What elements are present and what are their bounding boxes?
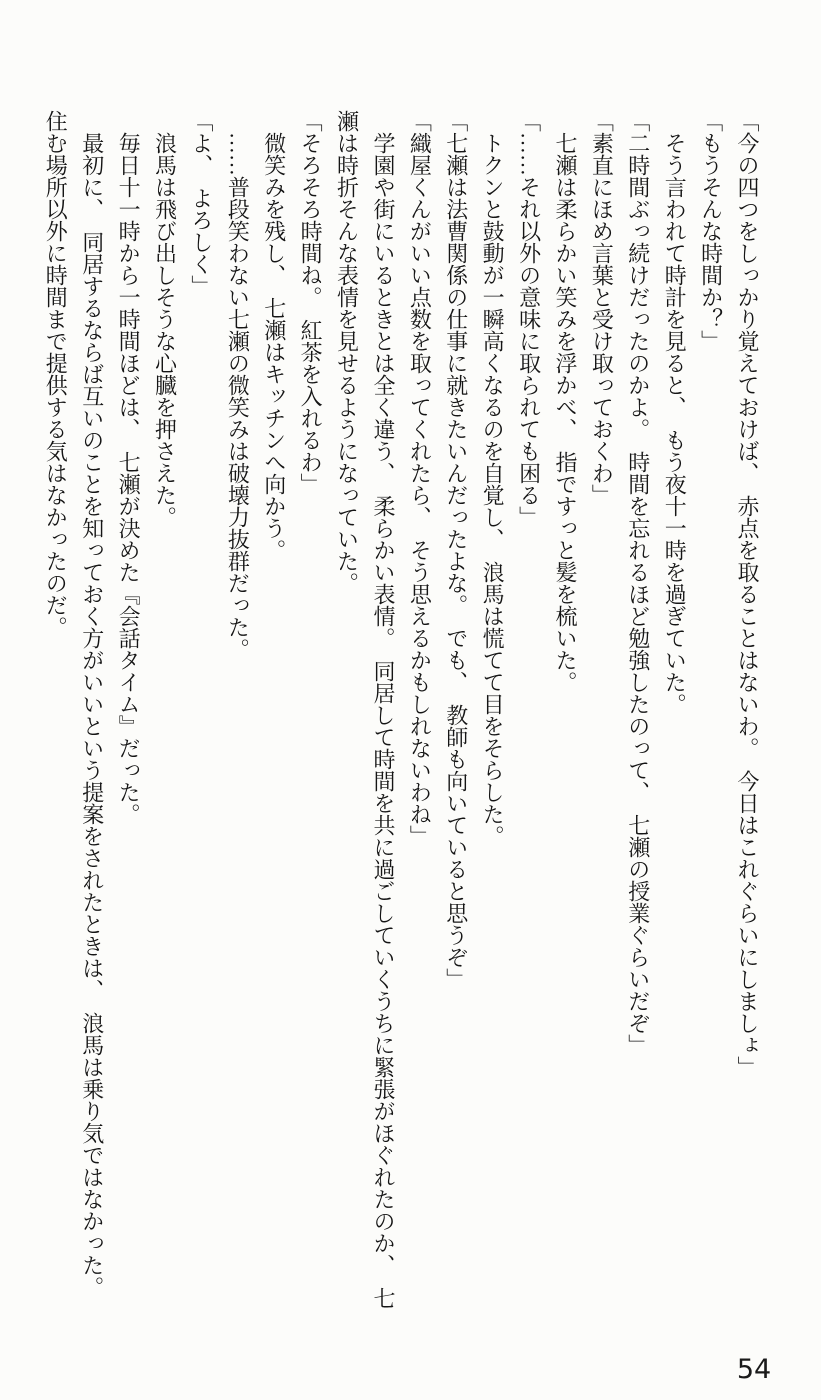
text-line: ……普段笑わない七瀬の微笑みは破壊力抜群だった。	[225, 110, 251, 660]
text-line: 瀬は時折そんな表情を見せるようになっていた。	[334, 110, 360, 594]
page-text-block	[37, 110, 765, 1366]
text-line: 七瀬は柔らかい笑みを浮かべ、 指ですっと髪を梳いた。	[552, 110, 578, 693]
text-line: そう言われて時計を見ると、 もう夜十一時を過ぎていた。	[662, 110, 688, 715]
text-line: 浪馬は飛び出しそうな心臓を押さえた。	[152, 110, 178, 528]
page-number: 54	[736, 1354, 772, 1385]
text-line: 「今の四つをしっかり覚えておけば、 赤点を取ることはないわ。 今日はこれぐらいにしましょ」	[735, 110, 760, 1078]
text-line: 「二時間ぶっ続けだったのかよ。 時間を忘れるほど勉強したのって、 七瀬の授業ぐらいだぞ」	[625, 110, 651, 1056]
text-line: 「よ、 よろしく」	[188, 110, 214, 297]
text-line: 「もうそんな時間か？」	[698, 110, 724, 352]
text-line: 住む場所以外に時間まで提供する気はなかったのだ。	[43, 110, 69, 638]
text-line: 「七瀬は法曹関係の仕事に就きたいんだったよな。 でも、 教師も向いていると思うぞ」	[443, 110, 469, 990]
text-line: 最初に、 同居するならば互いのことを知っておく方がいいという提案をされたときは、 浪馬は乗り気ではなかった。	[79, 110, 105, 1298]
text-line: 「織屋くんがいい点数を取ってくれたら、 そう思えるかもしれないわね」	[407, 110, 433, 847]
text-line: 「そろそろ時間ね。 紅茶を入れるわ」	[298, 110, 324, 495]
text-line: 学園や街にいるときとは全く違う、 柔らかい表情。 同居して時間を共に過ごしていくうちに緊張がほぐれたのか、 七	[370, 110, 396, 1309]
text-line: 「素直にほめ言葉と受け取っておくわ」	[589, 110, 615, 506]
text-line: 「……それ以外の意味に取られても困る」	[516, 110, 542, 528]
text-line: 微笑みを残し、 七瀬はキッチンへ向かう。	[261, 110, 287, 561]
text-line: トクンと鼓動が一瞬高くなるのを自覚し、 浪馬は慌てて目をそらした。	[480, 110, 506, 847]
text-line: 毎日十一時から一時間ほどは、 七瀬が決めた『会話タイム』だった。	[116, 110, 142, 825]
